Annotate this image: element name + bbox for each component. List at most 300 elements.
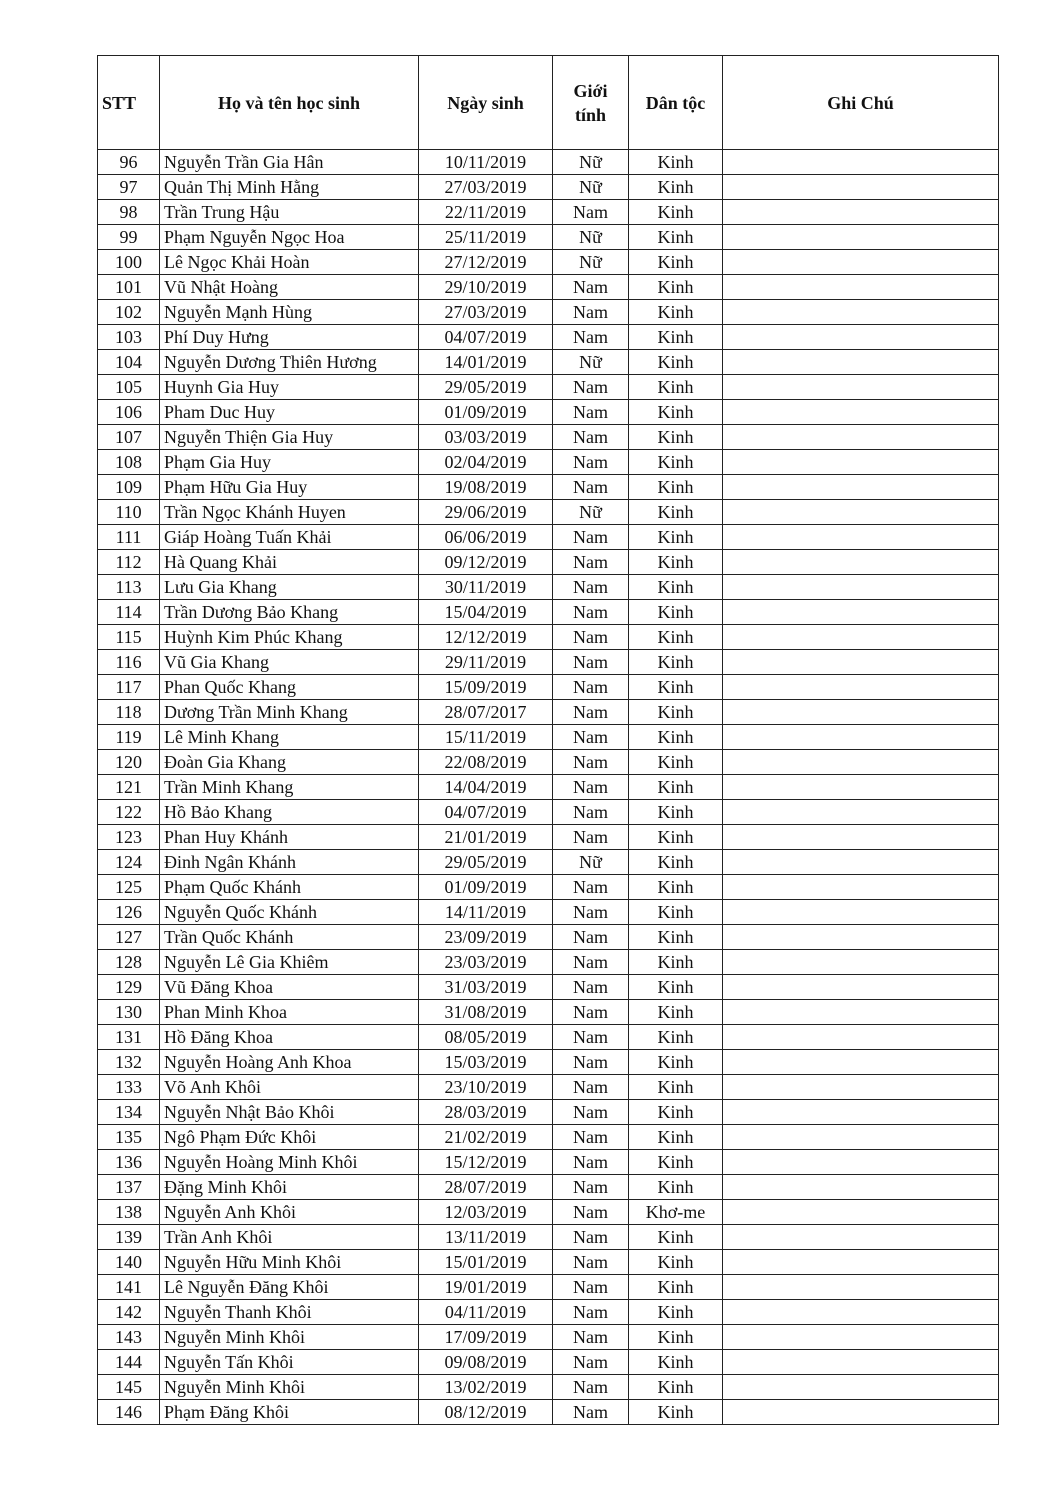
stt-cell: 105	[98, 375, 160, 400]
gender-cell: Nam	[553, 1200, 629, 1225]
dob-cell: 10/11/2019	[419, 150, 553, 175]
name-cell: Lê Ngọc Khải Hoàn	[160, 250, 419, 275]
name-cell: Ngô Phạm Đức Khôi	[160, 1125, 419, 1150]
name-cell: Phạm Quốc Khánh	[160, 875, 419, 900]
student-list-sheet	[97, 55, 998, 1425]
gender-cell: Nam	[553, 700, 629, 725]
stt-cell: 117	[98, 675, 160, 700]
table-row	[98, 350, 999, 375]
gender-cell: Nam	[553, 625, 629, 650]
name-cell: Đinh Ngân Khánh	[160, 850, 419, 875]
ethnicity-cell: Kinh	[629, 600, 723, 625]
note-cell	[723, 725, 999, 750]
table-row	[98, 1375, 999, 1400]
gender-cell: Nam	[553, 975, 629, 1000]
table-row	[98, 1050, 999, 1075]
dob-cell: 02/04/2019	[419, 450, 553, 475]
stt-cell: 137	[98, 1175, 160, 1200]
ethnicity-cell: Kinh	[629, 475, 723, 500]
note-cell	[723, 1000, 999, 1025]
stt-cell: 138	[98, 1200, 160, 1225]
ethnicity-cell: Kinh	[629, 975, 723, 1000]
stt-cell: 141	[98, 1275, 160, 1300]
table-row	[98, 650, 999, 675]
table-row	[98, 875, 999, 900]
stt-cell: 114	[98, 600, 160, 625]
header-row	[98, 56, 999, 150]
ethnicity-cell: Kinh	[629, 925, 723, 950]
table-row	[98, 500, 999, 525]
dob-cell: 14/11/2019	[419, 900, 553, 925]
note-cell	[723, 1200, 999, 1225]
stt-cell: 112	[98, 550, 160, 575]
gender-cell: Nữ	[553, 175, 629, 200]
ethnicity-cell: Kinh	[629, 900, 723, 925]
dob-cell: 15/01/2019	[419, 1250, 553, 1275]
gender-cell: Nam	[553, 1000, 629, 1025]
note-cell	[723, 1250, 999, 1275]
note-cell	[723, 1225, 999, 1250]
dob-cell: 09/12/2019	[419, 550, 553, 575]
ethnicity-cell: Kinh	[629, 1075, 723, 1100]
ethnicity-cell: Kinh	[629, 1100, 723, 1125]
name-cell: Nguyễn Lê Gia Khiêm	[160, 950, 419, 975]
gender-cell: Nam	[553, 875, 629, 900]
stt-cell: 146	[98, 1400, 160, 1425]
ethnicity-cell: Kinh	[629, 800, 723, 825]
table-row	[98, 1300, 999, 1325]
ethnicity-cell: Kinh	[629, 500, 723, 525]
dob-cell: 29/06/2019	[419, 500, 553, 525]
dob-cell: 22/11/2019	[419, 200, 553, 225]
dob-cell: 23/10/2019	[419, 1075, 553, 1100]
stt-cell: 119	[98, 725, 160, 750]
dob-cell: 27/03/2019	[419, 175, 553, 200]
ethnicity-cell: Kinh	[629, 1325, 723, 1350]
note-cell	[723, 1400, 999, 1425]
gender-cell: Nam	[553, 550, 629, 575]
note-cell	[723, 1075, 999, 1100]
stt-cell: 116	[98, 650, 160, 675]
ethnicity-cell: Kinh	[629, 875, 723, 900]
note-cell	[723, 150, 999, 175]
name-cell: Huynh Gia Huy	[160, 375, 419, 400]
gender-cell: Nữ	[553, 500, 629, 525]
dob-cell: 09/08/2019	[419, 1350, 553, 1375]
stt-cell: 142	[98, 1300, 160, 1325]
gender-cell: Nam	[553, 575, 629, 600]
table-row	[98, 200, 999, 225]
gender-cell: Nam	[553, 200, 629, 225]
table-row	[98, 375, 999, 400]
table-row	[98, 1125, 999, 1150]
table-row	[98, 950, 999, 975]
note-cell	[723, 700, 999, 725]
stt-cell: 128	[98, 950, 160, 975]
dob-cell: 19/01/2019	[419, 1275, 553, 1300]
table-row	[98, 1075, 999, 1100]
dob-cell: 25/11/2019	[419, 225, 553, 250]
stt-cell: 96	[98, 150, 160, 175]
dob-cell: 29/05/2019	[419, 850, 553, 875]
name-cell: Phan Quốc Khang	[160, 675, 419, 700]
ethnicity-cell: Kinh	[629, 1175, 723, 1200]
table-row	[98, 1150, 999, 1175]
ethnicity-cell: Kinh	[629, 625, 723, 650]
note-cell	[723, 575, 999, 600]
name-cell: Quản Thị Minh Hằng	[160, 175, 419, 200]
table-row	[98, 550, 999, 575]
dob-cell: 27/12/2019	[419, 250, 553, 275]
stt-cell: 103	[98, 325, 160, 350]
note-cell	[723, 275, 999, 300]
name-cell: Nguyễn Trần Gia Hân	[160, 150, 419, 175]
gender-cell: Nam	[553, 325, 629, 350]
name-cell: Nguyễn Hoàng Minh Khôi	[160, 1150, 419, 1175]
table-row	[98, 1000, 999, 1025]
ethnicity-cell: Kinh	[629, 700, 723, 725]
dob-cell: 04/07/2019	[419, 325, 553, 350]
gender-cell: Nam	[553, 300, 629, 325]
gender-cell: Nam	[553, 1225, 629, 1250]
gender-cell: Nam	[553, 1150, 629, 1175]
note-cell	[723, 775, 999, 800]
gender-cell: Nam	[553, 800, 629, 825]
table-row	[98, 450, 999, 475]
stt-cell: 101	[98, 275, 160, 300]
table-row	[98, 325, 999, 350]
name-cell: Trần Dương Bảo Khang	[160, 600, 419, 625]
note-cell	[723, 200, 999, 225]
note-cell	[723, 1025, 999, 1050]
header-ethnicity: Dân tộc	[629, 56, 723, 150]
ethnicity-cell: Kinh	[629, 150, 723, 175]
table-row	[98, 700, 999, 725]
dob-cell: 31/08/2019	[419, 1000, 553, 1025]
stt-cell: 109	[98, 475, 160, 500]
dob-cell: 19/08/2019	[419, 475, 553, 500]
gender-cell: Nam	[553, 650, 629, 675]
table-row	[98, 425, 999, 450]
stt-cell: 134	[98, 1100, 160, 1125]
stt-cell: 122	[98, 800, 160, 825]
student-table	[97, 55, 999, 1425]
ethnicity-cell: Kinh	[629, 1000, 723, 1025]
note-cell	[723, 250, 999, 275]
dob-cell: 21/02/2019	[419, 1125, 553, 1150]
table-row	[98, 775, 999, 800]
dob-cell: 15/04/2019	[419, 600, 553, 625]
ethnicity-cell: Kinh	[629, 1050, 723, 1075]
table-row	[98, 975, 999, 1000]
name-cell: Dương Trần Minh Khang	[160, 700, 419, 725]
dob-cell: 08/12/2019	[419, 1400, 553, 1425]
stt-cell: 133	[98, 1075, 160, 1100]
dob-cell: 13/11/2019	[419, 1225, 553, 1250]
ethnicity-cell: Kinh	[629, 1150, 723, 1175]
ethnicity-cell: Kinh	[629, 675, 723, 700]
dob-cell: 27/03/2019	[419, 300, 553, 325]
note-cell	[723, 975, 999, 1000]
stt-cell: 108	[98, 450, 160, 475]
header-name: Họ và tên học sinh	[160, 56, 419, 150]
table-row	[98, 1200, 999, 1225]
dob-cell: 15/12/2019	[419, 1150, 553, 1175]
table-row	[98, 175, 999, 200]
table-row	[98, 850, 999, 875]
stt-cell: 130	[98, 1000, 160, 1025]
name-cell: Trần Minh Khang	[160, 775, 419, 800]
note-cell	[723, 1050, 999, 1075]
ethnicity-cell: Kinh	[629, 1225, 723, 1250]
ethnicity-cell: Kinh	[629, 250, 723, 275]
stt-cell: 104	[98, 350, 160, 375]
stt-cell: 124	[98, 850, 160, 875]
name-cell: Nguyễn Anh Khôi	[160, 1200, 419, 1225]
dob-cell: 22/08/2019	[419, 750, 553, 775]
table-row	[98, 1100, 999, 1125]
gender-cell: Nam	[553, 750, 629, 775]
note-cell	[723, 875, 999, 900]
note-cell	[723, 900, 999, 925]
note-cell	[723, 425, 999, 450]
dob-cell: 17/09/2019	[419, 1325, 553, 1350]
ethnicity-cell: Kinh	[629, 1300, 723, 1325]
stt-cell: 113	[98, 575, 160, 600]
name-cell: Vũ Đăng Khoa	[160, 975, 419, 1000]
name-cell: Nguyễn Dương Thiên Hương	[160, 350, 419, 375]
note-cell	[723, 300, 999, 325]
stt-cell: 98	[98, 200, 160, 225]
table-row	[98, 675, 999, 700]
stt-cell: 107	[98, 425, 160, 450]
ethnicity-cell: Kinh	[629, 950, 723, 975]
table-row	[98, 1325, 999, 1350]
stt-cell: 106	[98, 400, 160, 425]
name-cell: Giáp Hoàng Tuấn Khải	[160, 525, 419, 550]
name-cell: Trần Trung Hậu	[160, 200, 419, 225]
ethnicity-cell: Kinh	[629, 825, 723, 850]
ethnicity-cell: Kinh	[629, 775, 723, 800]
name-cell: Nguyễn Nhật Bảo Khôi	[160, 1100, 419, 1125]
name-cell: Vũ Nhật Hoàng	[160, 275, 419, 300]
name-cell: Phan Huy Khánh	[160, 825, 419, 850]
table-row	[98, 1250, 999, 1275]
dob-cell: 08/05/2019	[419, 1025, 553, 1050]
gender-cell: Nam	[553, 825, 629, 850]
dob-cell: 04/07/2019	[419, 800, 553, 825]
ethnicity-cell: Kinh	[629, 325, 723, 350]
name-cell: Hà Quang Khải	[160, 550, 419, 575]
name-cell: Đặng Minh Khôi	[160, 1175, 419, 1200]
stt-cell: 131	[98, 1025, 160, 1050]
ethnicity-cell: Kinh	[629, 450, 723, 475]
note-cell	[723, 800, 999, 825]
table-row	[98, 825, 999, 850]
note-cell	[723, 475, 999, 500]
gender-cell: Nam	[553, 1400, 629, 1425]
table-row	[98, 725, 999, 750]
gender-cell: Nam	[553, 1025, 629, 1050]
name-cell: Nguyễn Minh Khôi	[160, 1375, 419, 1400]
dob-cell: 28/07/2017	[419, 700, 553, 725]
table-row	[98, 625, 999, 650]
note-cell	[723, 925, 999, 950]
gender-cell: Nữ	[553, 350, 629, 375]
note-cell	[723, 625, 999, 650]
name-cell: Phí Duy Hưng	[160, 325, 419, 350]
gender-cell: Nam	[553, 1125, 629, 1150]
header-gender-label: Giới tính	[573, 80, 608, 125]
note-cell	[723, 400, 999, 425]
note-cell	[723, 325, 999, 350]
dob-cell: 04/11/2019	[419, 1300, 553, 1325]
table-row	[98, 1225, 999, 1250]
ethnicity-cell: Kinh	[629, 1275, 723, 1300]
table-row	[98, 150, 999, 175]
stt-cell: 115	[98, 625, 160, 650]
gender-cell: Nam	[553, 1175, 629, 1200]
gender-cell: Nam	[553, 1275, 629, 1300]
name-cell: Nguyễn Minh Khôi	[160, 1325, 419, 1350]
dob-cell: 29/11/2019	[419, 650, 553, 675]
ethnicity-cell: Kinh	[629, 525, 723, 550]
note-cell	[723, 1350, 999, 1375]
table-header	[98, 56, 999, 150]
note-cell	[723, 1300, 999, 1325]
name-cell: Nguyễn Thanh Khôi	[160, 1300, 419, 1325]
note-cell	[723, 500, 999, 525]
gender-cell: Nam	[553, 725, 629, 750]
table-row	[98, 525, 999, 550]
note-cell	[723, 850, 999, 875]
dob-cell: 12/03/2019	[419, 1200, 553, 1225]
stt-cell: 110	[98, 500, 160, 525]
header-stt: STT	[98, 56, 160, 150]
ethnicity-cell: Kinh	[629, 275, 723, 300]
ethnicity-cell: Kinh	[629, 225, 723, 250]
header-gender	[553, 56, 629, 150]
note-cell	[723, 675, 999, 700]
ethnicity-cell: Kinh	[629, 725, 723, 750]
gender-cell: Nam	[553, 400, 629, 425]
gender-cell: Nam	[553, 950, 629, 975]
name-cell: Nguyễn Hữu Minh Khôi	[160, 1250, 419, 1275]
table-row	[98, 275, 999, 300]
gender-cell: Nam	[553, 925, 629, 950]
dob-cell: 23/03/2019	[419, 950, 553, 975]
name-cell: Vũ Gia Khang	[160, 650, 419, 675]
gender-cell: Nam	[553, 775, 629, 800]
ethnicity-cell: Kinh	[629, 300, 723, 325]
ethnicity-cell: Kinh	[629, 575, 723, 600]
name-cell: Nguyễn Tấn Khôi	[160, 1350, 419, 1375]
dob-cell: 21/01/2019	[419, 825, 553, 850]
stt-cell: 120	[98, 750, 160, 775]
table-row	[98, 600, 999, 625]
ethnicity-cell: Kinh	[629, 1250, 723, 1275]
table-row	[98, 1350, 999, 1375]
name-cell: Lưu Gia Khang	[160, 575, 419, 600]
note-cell	[723, 750, 999, 775]
note-cell	[723, 650, 999, 675]
name-cell: Trần Anh Khôi	[160, 1225, 419, 1250]
ethnicity-cell: Kinh	[629, 350, 723, 375]
dob-cell: 23/09/2019	[419, 925, 553, 950]
table-row	[98, 475, 999, 500]
dob-cell: 03/03/2019	[419, 425, 553, 450]
note-cell	[723, 825, 999, 850]
stt-cell: 111	[98, 525, 160, 550]
note-cell	[723, 225, 999, 250]
stt-cell: 127	[98, 925, 160, 950]
table-row	[98, 575, 999, 600]
name-cell: Trần Quốc Khánh	[160, 925, 419, 950]
dob-cell: 12/12/2019	[419, 625, 553, 650]
ethnicity-cell: Kinh	[629, 1350, 723, 1375]
gender-cell: Nam	[553, 1100, 629, 1125]
gender-cell: Nam	[553, 525, 629, 550]
stt-cell: 126	[98, 900, 160, 925]
gender-cell: Nam	[553, 1075, 629, 1100]
stt-cell: 125	[98, 875, 160, 900]
ethnicity-cell: Kinh	[629, 1025, 723, 1050]
gender-cell: Nam	[553, 900, 629, 925]
gender-cell: Nam	[553, 1325, 629, 1350]
name-cell: Phạm Đăng Khôi	[160, 1400, 419, 1425]
table-row	[98, 400, 999, 425]
header-dob: Ngày sinh	[419, 56, 553, 150]
dob-cell: 14/04/2019	[419, 775, 553, 800]
ethnicity-cell: Kinh	[629, 175, 723, 200]
name-cell: Hồ Đăng Khoa	[160, 1025, 419, 1050]
gender-cell: Nữ	[553, 250, 629, 275]
name-cell: Võ Anh Khôi	[160, 1075, 419, 1100]
ethnicity-cell: Kinh	[629, 1125, 723, 1150]
dob-cell: 06/06/2019	[419, 525, 553, 550]
dob-cell: 29/05/2019	[419, 375, 553, 400]
gender-cell: Nam	[553, 425, 629, 450]
table-row	[98, 750, 999, 775]
header-note: Ghi Chú	[723, 56, 999, 150]
table-row	[98, 925, 999, 950]
dob-cell: 01/09/2019	[419, 875, 553, 900]
table-body	[98, 150, 999, 1425]
gender-cell: Nam	[553, 275, 629, 300]
table-row	[98, 1400, 999, 1425]
gender-cell: Nam	[553, 450, 629, 475]
dob-cell: 30/11/2019	[419, 575, 553, 600]
table-row	[98, 1275, 999, 1300]
stt-cell: 121	[98, 775, 160, 800]
name-cell: Trần Ngọc Khánh Huyen	[160, 500, 419, 525]
gender-cell: Nam	[553, 1250, 629, 1275]
dob-cell: 31/03/2019	[419, 975, 553, 1000]
ethnicity-cell: Kinh	[629, 750, 723, 775]
name-cell: Phạm Nguyễn Ngọc Hoa	[160, 225, 419, 250]
ethnicity-cell: Kinh	[629, 200, 723, 225]
name-cell: Phan Minh Khoa	[160, 1000, 419, 1025]
ethnicity-cell: Kinh	[629, 425, 723, 450]
stt-cell: 100	[98, 250, 160, 275]
stt-cell: 135	[98, 1125, 160, 1150]
table-row	[98, 300, 999, 325]
stt-cell: 136	[98, 1150, 160, 1175]
ethnicity-cell: Kinh	[629, 375, 723, 400]
dob-cell: 01/09/2019	[419, 400, 553, 425]
note-cell	[723, 600, 999, 625]
dob-cell: 14/01/2019	[419, 350, 553, 375]
